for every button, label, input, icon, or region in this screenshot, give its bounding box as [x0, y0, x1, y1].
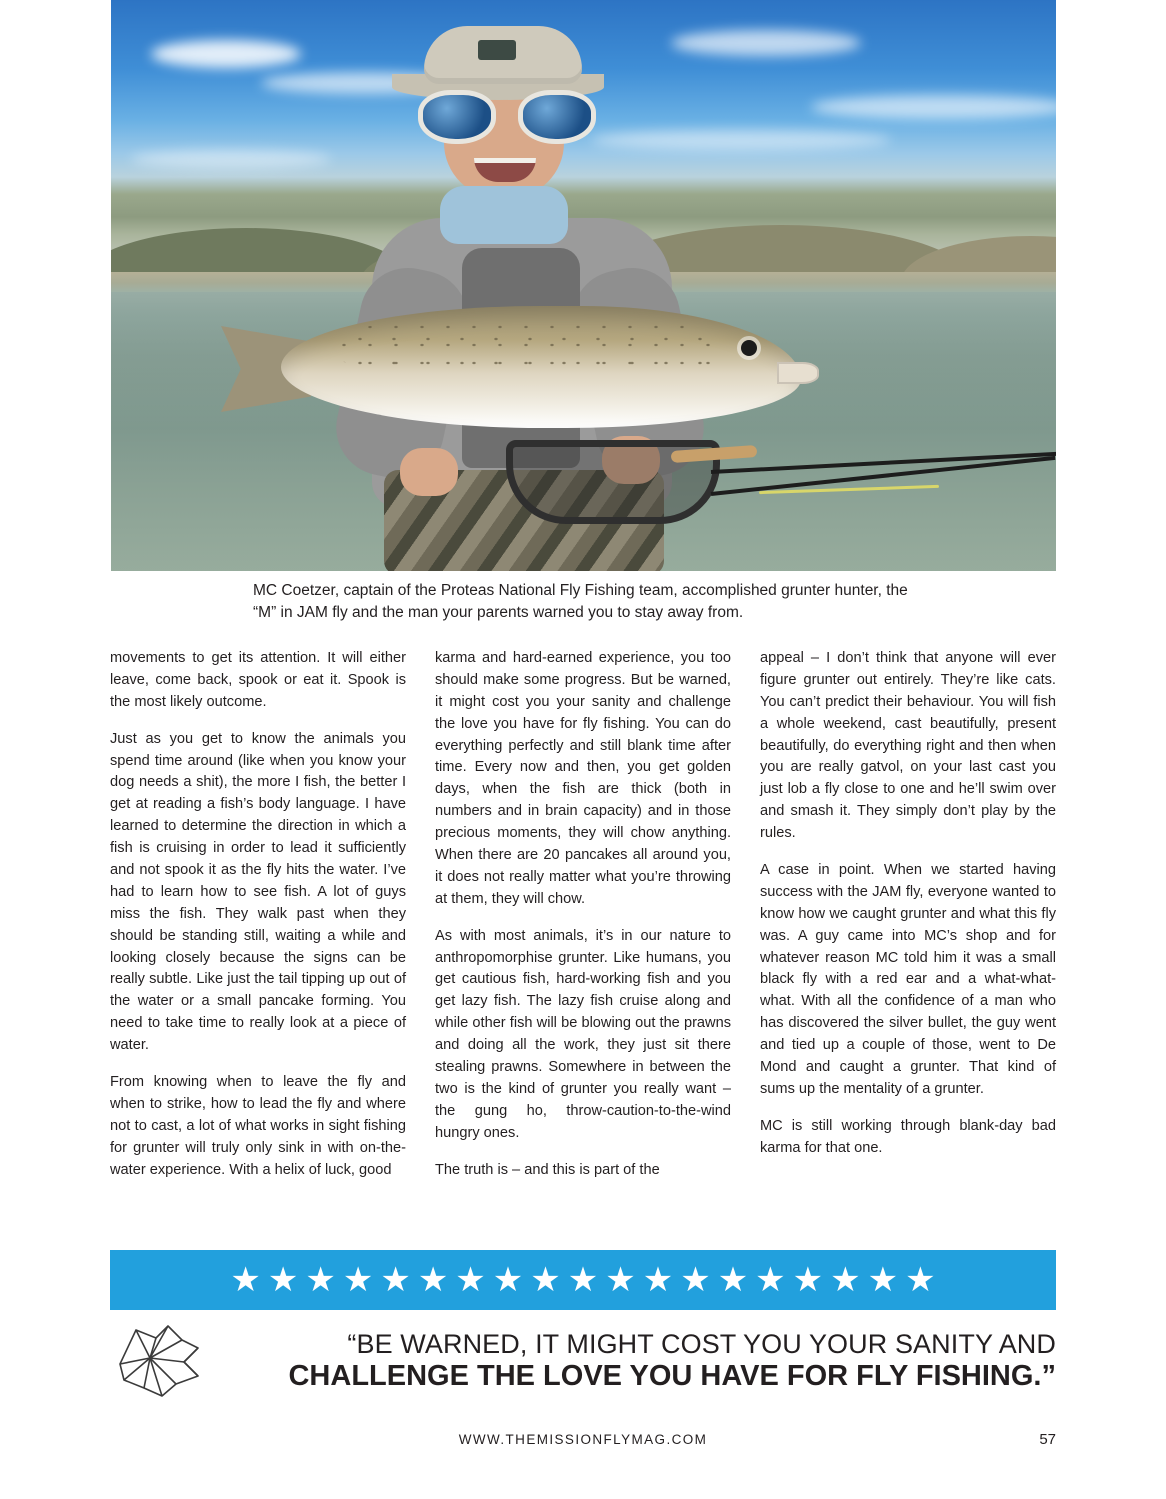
grunter-fish: [221, 300, 821, 440]
paragraph: movements to get its attention. It will either leave, come back, spook or eat it. Spook is the most likely outcome.: [110, 650, 406, 710]
sunglass-lens-right: [518, 90, 596, 144]
fish-spots: [331, 318, 731, 376]
paragraph: The truth is – and this is part of the: [435, 1161, 660, 1178]
angler-left-hand: [400, 448, 458, 496]
star-icon: ★: [755, 1261, 786, 1299]
star-icon: ★: [305, 1261, 336, 1299]
page-number: 57: [1039, 1431, 1056, 1448]
sunglasses-icon: [418, 90, 596, 144]
paragraph: As with most animals, it’s in our nature to anthropomorphise grunter. Like humans, you get cautious fish, hard-working fish and you get lazy fish. The lazy fish cruise along and while other fish will be blowing out the prawns and doing all the work, they just sit there stealing prawns. Somewhere in between the two is the kind of grunter you really want – the gung ho, throw-caution-to-the-wind hungry ones.: [435, 927, 731, 1141]
pull-quote: [110, 1318, 1056, 1404]
star-icon: ★: [680, 1261, 711, 1299]
text-column-3: [760, 648, 1056, 1181]
cloud-shape: [131, 150, 331, 168]
star-icon: ★: [492, 1261, 524, 1299]
pull-quote-line-2: CHALLENGE THE LOVE YOU HAVE FOR FLY FISHING.”: [288, 1359, 1056, 1392]
text-column-1: [110, 648, 406, 1181]
paragraph: A case in point. When we started having success with the JAM fly, everyone wanted to know how we caught grunter and what this fly was. A guy came into MC’s shop and for whatever reason MC told him it was a small black fly with a red ear and a what-what-what. With all the confidence of a man who has discovered the silver bullet, the guy went and tied up a couple of those, went to De Mond and caught a grunter. That kind of sums up the mentality of a grunter.: [760, 862, 1056, 1097]
star-icon: ★: [905, 1261, 936, 1299]
photo-caption: MC Coetzer, captain of the Proteas National Fly Fishing team, accomplished grunter hunter, the “M” in JAM fly and the man your parents warned you to stay away from.: [253, 582, 908, 621]
cloud-shape: [811, 95, 1056, 119]
article-photo: [111, 0, 1056, 571]
cap-logo-icon: [478, 40, 516, 60]
pull-quote-text: [232, 1329, 1056, 1393]
text-column-2: [435, 648, 731, 1181]
star-icon: ★: [230, 1261, 261, 1299]
star-icon: ★: [867, 1261, 899, 1299]
fish-eye: [741, 340, 757, 356]
star-icon: ★: [792, 1261, 824, 1299]
star-icon: ★: [567, 1261, 599, 1299]
star-icon: ★: [605, 1261, 636, 1299]
star-icon: ★: [717, 1261, 749, 1299]
star-icon: ★: [267, 1261, 299, 1299]
pull-quote-line-1: “BE WARNED, IT MIGHT COST YOU YOUR SANITY AND: [347, 1329, 1056, 1360]
article-body: [110, 648, 1056, 1181]
paragraph: MC is still working through blank-day bad karma for that one.: [760, 1117, 1056, 1156]
photo-background: [111, 0, 1056, 571]
paragraph: karma and hard-earned experience, you too should make some progress. But be warned, it might cost you your sanity and challenge the love you have for fly fishing. You can do everything perfectly and still blank time after time. Every now and then, you get golden days, when the fish are thick (both in numbers and in brain capacity) and in those precious moments, they will chow anything. When there are 20 pancakes all around you, it does not really matter what you’re throwing at them, they will chow.: [435, 650, 731, 907]
star-icon: ★: [530, 1261, 561, 1299]
sunglass-lens-left: [418, 90, 496, 144]
cloud-shape: [151, 40, 301, 68]
footer-website-url[interactable]: WWW.THEMISSIONFLYMAG.COM: [458, 1432, 708, 1447]
star-icon: ★: [342, 1261, 374, 1299]
star-icon: ★: [455, 1261, 486, 1299]
cloud-shape: [671, 30, 861, 56]
origami-fish-logo-icon: [110, 1318, 206, 1404]
star-icon: ★: [380, 1261, 411, 1299]
star-icon: ★: [642, 1261, 674, 1299]
paragraph: From knowing when to leave the fly and when to strike, how to lead the fly and where not to cast, a lot of what works in sight fishing for grunter will truly only sink in with on-the-water experience. With a helix of luck, good: [110, 1074, 406, 1178]
angler-buff: [440, 186, 568, 244]
star-icon: ★: [417, 1261, 449, 1299]
paragraph: Just as you get to know the animals you spend time around (like when you know your dog needs a shit), the more I fish, the better I get at reading a fish’s body language. I have learned to determine the direction in which a fish is cruising in order to lead it sufficiently and not spook it as the fly hits the water. I’ve had to learn how to see fish. A lot of guys miss the fish. They walk past when they should be standing still, waiting a while and looking closely because the signs can be really subtle. Like just the tail tipping up out of the water or a small pancake forming. You need to take time to really look at a piece of water.: [110, 730, 406, 1054]
fish-mouth: [777, 362, 819, 384]
star-icon: ★: [830, 1261, 861, 1299]
paragraph: appeal – I don’t think that anyone will ever figure grunter out entirely. They’re like cats. You can’t predict their behaviour. You will fish a whole weekend, cast beautifully, present beautifully, do everything right and then when you are really gatvol, on your last cast you just lob a fly close to one and he’ll swim over and smash it. They simply don’t play by the rules.: [760, 650, 1056, 842]
star-divider-bar: [110, 1250, 1056, 1310]
